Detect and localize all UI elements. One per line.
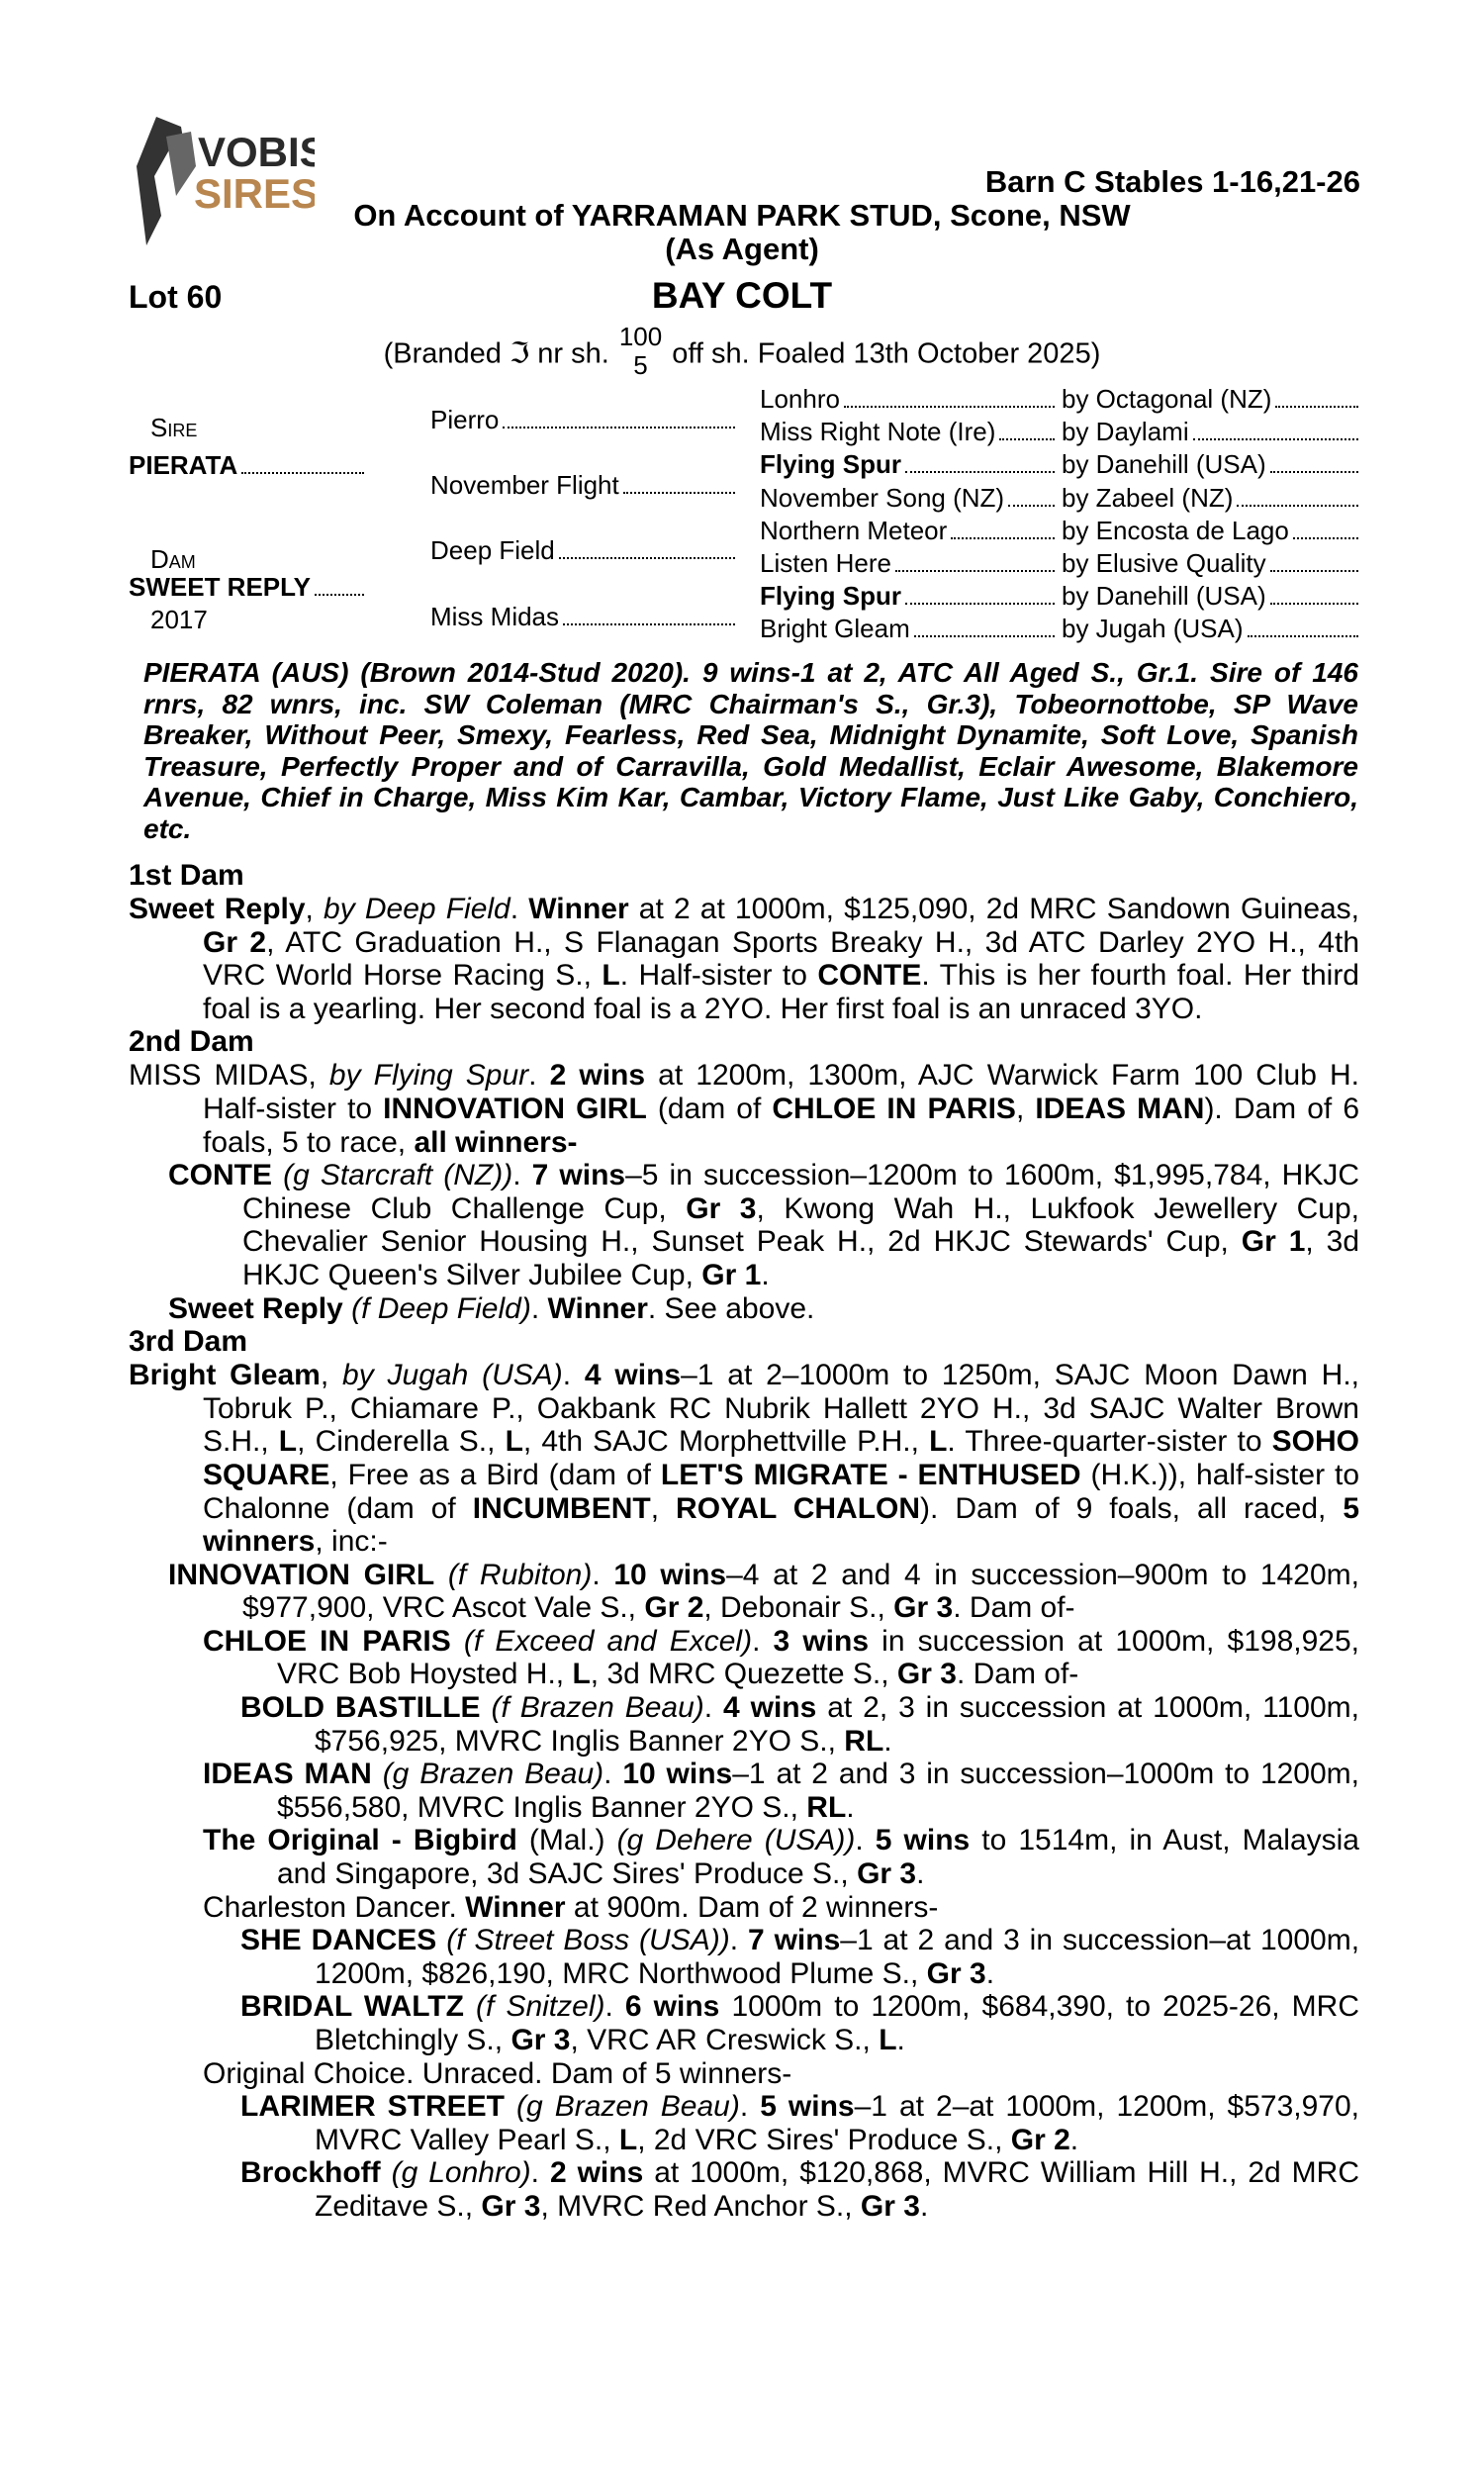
dam-section (129, 1025, 1359, 1325)
entry-text: Gr 3 (860, 2189, 920, 2223)
entry-text: Bright Gleam (129, 1359, 321, 1392)
entry-text: , inc:- (315, 1525, 388, 1559)
catalogue-body (129, 859, 1359, 2224)
great-grandparent-sire (1062, 483, 1360, 514)
pedigree-entry (129, 1625, 1359, 1691)
entry-text: . (729, 1924, 748, 1957)
grandparent (430, 470, 737, 501)
entry-text: (g Lonhro) (391, 2156, 531, 2190)
entry-text: L (278, 1425, 298, 1459)
entry-text: CHLOE IN PARIS (772, 1092, 1016, 1125)
entry-text: The Original - Bigbird (203, 1824, 517, 1857)
entry-text: (H.K.)), half-sister to Chalonne (dam of (203, 1458, 1359, 1525)
entry-text: at 900m. Dam of 2 winners- (565, 1890, 939, 1924)
great-grandparent-text: Bright Gleam (760, 614, 910, 644)
pedigree-entry (129, 1292, 1359, 1326)
entry-text: IDEAS MAN (203, 1758, 372, 1791)
great-grandparent-sire-text: by Jugah (USA) (1062, 614, 1244, 644)
entry-text: . (1069, 2123, 1079, 2156)
entry-text: –1 at 2 and 3 in succession–at 1000m, 1200m, $826,190, MRC Northwood Plume S., (315, 1924, 1360, 1990)
section-heading: 1st Dam (129, 859, 244, 892)
branded-post: off sh. Foaled 13th October 2025) (672, 337, 1101, 370)
great-grandparent-sire-text: by Zabeel (NZ) (1062, 482, 1234, 513)
sire-summary: PIERATA (AUS) (Brown 2014-Stud 2020). 9 wins-1 at 2, ATC All Aged S., Gr.1. Sire of 146 rnrs, 82 wnrs, inc. SW Coleman (MRC Chairman's S., Gr.3), Tobeornottobe, SP Wave Breaker, Without Peer, Smexy, Fearless, Red Sea, Midnight Dynamite, Soft Love, Spanish Treasure, Perfectly Proper and of Carravilla, Gold Medallist, Eclair Awesome, Blakemore Avenue, Chief in Charge, Miss Kim Kar, Cambar, Victory Flame, Just Like Gaby, Conchiero, etc. (143, 657, 1358, 844)
dam-name-text: SWEET REPLY (129, 571, 311, 602)
entry-text (505, 2090, 516, 2123)
entry-text: CONTE (168, 1159, 272, 1192)
entry-text: 4 wins (584, 1359, 682, 1392)
pedigree-entry (129, 1559, 1359, 1625)
lot-title: BAY COLT (651, 275, 833, 316)
entry-text: , (650, 1491, 677, 1525)
entry-text: Winner (528, 893, 629, 925)
entry-text: MISS MIDAS, (129, 1059, 329, 1093)
entry-text: . Three-quarter-sister to (947, 1425, 1272, 1459)
great-grandparent-text: Listen Here (760, 548, 891, 578)
entry-text: . Dam of- (956, 1658, 1079, 1691)
entry-text: Gr 1 (1241, 1225, 1306, 1259)
entry-text: 4 wins (723, 1691, 817, 1725)
entry-text: Gr 3 (510, 2024, 571, 2056)
dotted-leader (914, 635, 1055, 637)
great-grandparent (760, 449, 1057, 480)
entry-text: ). Dam of 6 foals, 5 to race, (203, 1092, 1360, 1159)
brand-glyph: ℑ (510, 337, 530, 370)
entry-text: . This is her fourth foal. Her third foal is a yearling. Her second foal is a 2YO. Her first foal is an unraced 3YO. (203, 959, 1359, 1025)
great-grandparent-text: Flying Spur (760, 581, 901, 612)
great-grandparent-sire (1062, 384, 1360, 415)
great-grandparent-sire-text: by Danehill (USA) (1062, 581, 1266, 612)
entry-text: Gr 1 (701, 1258, 762, 1291)
entry-text: –4 at 2 and 4 in succession–900m to 1420m, $977,900, VRC Ascot Vale S., (242, 1558, 1359, 1625)
logo-line2: SIRES (194, 170, 315, 217)
grandparent (430, 405, 737, 435)
entry-text: Gr 3 (857, 1857, 917, 1891)
great-grandparent (760, 483, 1057, 514)
dotted-leader (623, 492, 735, 494)
entry-text: INCUMBENT (472, 1491, 651, 1525)
great-grandparent-sire-text: by Elusive Quality (1062, 548, 1266, 578)
entry-text (434, 1559, 448, 1591)
entry-text: (f Deep Field) (351, 1291, 531, 1325)
entry-text: RL (844, 1724, 884, 1758)
entry-text: Brockhoff (240, 2156, 381, 2190)
grandparent-text: November Flight (430, 470, 619, 500)
pedigree-entry (129, 2057, 1359, 2091)
sire-label-text: Sire (150, 412, 198, 442)
entry-text: . (528, 1059, 550, 1093)
agent-note: (As Agent) (665, 232, 819, 266)
fraction-bottom: 5 (633, 350, 648, 380)
entry-text: at 1000m, $120,868, MVRC William Hill H., 2d MRC Zeditave S., (315, 2156, 1359, 2223)
entry-text: . (512, 1159, 532, 1192)
dotted-leader (241, 472, 364, 474)
entry-text: . (510, 893, 529, 925)
entry-text: . (883, 1724, 892, 1758)
entry-text: (f Snitzel) (476, 1990, 605, 2024)
entry-text: , Free as a Bird (dam of (329, 1458, 661, 1491)
great-grandparent-sire-text: by Daylami (1062, 417, 1189, 447)
entry-text: by Jugah (USA) (342, 1359, 563, 1392)
great-grandparent-sire (1062, 548, 1360, 579)
entry-text: , Cinderella S., (297, 1425, 506, 1459)
great-grandparent (760, 417, 1057, 447)
entry-text: –1 at 2 and 3 in succession–1000m to 1200m, $556,580, MVRC Inglis Banner 2YO S., (277, 1758, 1360, 1824)
entry-text: 5 winners (203, 1491, 1360, 1559)
entry-text: 7 wins (531, 1159, 626, 1192)
entry-text: 3 wins (773, 1624, 870, 1658)
entry-text: –5 in succession–1200m to 1600m, $1,995,784, HKJC Chinese Club Challenge Cup, (242, 1159, 1360, 1225)
pedigree-entry (129, 1159, 1359, 1291)
dotted-leader (559, 557, 735, 559)
dotted-leader (315, 594, 364, 596)
great-grandparent-sire (1062, 449, 1360, 480)
entry-text: . (703, 1691, 724, 1725)
pedigree-entry (129, 1891, 1359, 1925)
entry-text: BRIDAL WALTZ (240, 1990, 464, 2024)
dam-label (150, 544, 289, 575)
entry-text: , VRC AR Creswick S., (570, 2024, 880, 2056)
pedigree-entry (129, 1924, 1359, 1990)
great-grandparent-sire (1062, 417, 1360, 447)
entry-text: (f Exceed and Excel) (463, 1624, 753, 1658)
dotted-leader (1008, 505, 1055, 507)
dam-year (150, 605, 289, 635)
entry-text (381, 2156, 392, 2189)
entry-text: (f Street Boss (USA)) (446, 1924, 730, 1957)
entry-text: . (846, 1790, 855, 1824)
entry-text: . Dam of- (953, 1591, 1075, 1625)
pedigree-entry (129, 1824, 1359, 1890)
entry-text: . (592, 1558, 614, 1591)
dotted-leader (563, 623, 735, 625)
entry-text: L (602, 959, 620, 993)
entry-text: . (919, 2189, 929, 2223)
entry-text: L (879, 2024, 897, 2056)
dotted-leader (1248, 635, 1358, 637)
sire-name (129, 450, 366, 481)
great-grandparent-text: Miss Right Note (Ire) (760, 417, 996, 447)
great-grandparent (760, 581, 1057, 612)
entry-text: 5 wins (875, 1824, 971, 1857)
dotted-leader (844, 406, 1055, 408)
entry-text: . (985, 1956, 995, 1990)
entry-text: , Debonair S., (703, 1591, 894, 1625)
entry-text: . (530, 1291, 548, 1325)
great-grandparent-sire (1062, 516, 1360, 546)
entry-text (436, 1924, 446, 1956)
grandparent-text: Miss Midas (430, 601, 560, 631)
entry-text (272, 1159, 283, 1191)
entry-text: . (530, 2156, 550, 2190)
entry-text: to 1514m, in Aust, Malaysia and Singapore, 3d SAJC Sires' Produce S., (277, 1824, 1359, 1891)
pedigree-entry (129, 1359, 1359, 1559)
entry-text: (Mal.) (516, 1824, 617, 1857)
great-grandparent-text: Northern Meteor (760, 515, 948, 545)
dotted-leader (999, 438, 1055, 440)
entry-text: , ATC Graduation H., S Flanagan Sports Breaky H., 3d ATC Darley 2YO H., 4th VRC World Horse Racing S., (203, 925, 1360, 993)
great-grandparent (760, 516, 1057, 546)
entry-text: LET'S MIGRATE - ENTHUSED (660, 1458, 1081, 1491)
entry-text: at 2, 3 in succession at 1000m, 1100m, $756,925, MVRC Inglis Banner 2YO S., (315, 1691, 1359, 1758)
great-grandparent-text: Lonhro (760, 384, 840, 414)
pedigree-table (129, 384, 1360, 651)
entry-text: , 3d MRC Quezette S., (590, 1658, 897, 1691)
pedigree-entry (129, 1990, 1359, 2056)
pedigree-entry (129, 1691, 1359, 1758)
great-grandparent-sire-text: by Octagonal (NZ) (1062, 384, 1272, 414)
entry-text: Sweet Reply (168, 1291, 343, 1325)
brand-info (0, 322, 1484, 384)
dotted-leader (1270, 570, 1358, 572)
entry-text: INNOVATION GIRL (168, 1558, 435, 1591)
great-grandparent-sire (1062, 614, 1360, 644)
entry-text: –1 at 2–at 1000m, 1200m, $573,970, MVRC Valley Pearl S., (315, 2090, 1360, 2156)
entry-text (451, 1625, 464, 1658)
entry-text: . (761, 1258, 770, 1291)
entry-text: , Kwong Wah H., Lukfook Jewellery Cup, Chevalier Senior Housing H., Sunset Peak H., 2d HKJC Stewards' Cup, (242, 1191, 1359, 1259)
entry-text: 6 wins (624, 1990, 720, 2024)
entry-text: . (855, 1824, 876, 1857)
section-heading: 2nd Dam (129, 1025, 254, 1059)
grandparent-text: Deep Field (430, 535, 555, 566)
great-grandparent-text: November Song (NZ) (760, 482, 1005, 513)
dotted-leader (1275, 406, 1358, 408)
entry-text: at 2 at 1000m, $125,090, 2d MRC Sandown Guineas, (628, 893, 1360, 925)
dam-name (129, 572, 366, 603)
entry-text: Winner (465, 1890, 566, 1924)
entry-text: . (896, 2024, 905, 2056)
entry-text: 10 wins (622, 1758, 733, 1791)
dotted-leader (951, 537, 1055, 539)
entry-text: Original Choice. Unraced. Dam of 5 winners- (203, 2056, 792, 2090)
entry-text: . See above. (647, 1291, 815, 1325)
entry-text: , (1015, 1092, 1036, 1125)
dotted-leader (503, 427, 735, 428)
logo-line1: VOBIS (198, 129, 315, 175)
pedigree-entry (129, 2090, 1359, 2156)
entry-text: (g Starcraft (NZ)) (283, 1159, 513, 1192)
entry-text: Gr 2 (1010, 2123, 1070, 2156)
barn-location: Barn C Stables 1-16,21-26 (984, 164, 1360, 199)
great-grandparent-sire-text: by Danehill (USA) (1062, 449, 1266, 480)
great-grandparent-text: Flying Spur (760, 449, 901, 480)
entry-text: SOHO SQUARE (203, 1425, 1360, 1491)
entry-text: Gr 3 (926, 1956, 986, 1990)
great-grandparent (760, 614, 1057, 644)
entry-text: (g Brazen Beau) (382, 1758, 604, 1791)
entry-text: (g Dehere (USA)) (616, 1824, 856, 1857)
entry-text: by Deep Field (324, 893, 510, 925)
entry-text: . (752, 1624, 774, 1658)
dotted-leader (1237, 505, 1358, 507)
dam-section (129, 1325, 1359, 2223)
entry-text: 5 wins (760, 2090, 855, 2124)
entry-text: Gr 2 (644, 1591, 704, 1625)
entry-text (372, 1758, 383, 1790)
entry-text: . (916, 1857, 925, 1891)
entry-text: Winner (547, 1291, 648, 1325)
entry-text: , 3d HKJC Queen's Silver Jubilee Cup, (242, 1225, 1359, 1291)
entry-text: IDEAS MAN (1035, 1092, 1205, 1125)
lot-number: Lot 60 (129, 279, 223, 315)
great-grandparent (760, 548, 1057, 579)
entry-text: . (604, 1990, 625, 2024)
entry-text (343, 1292, 351, 1325)
dotted-leader (1270, 603, 1358, 605)
entry-text: Gr 3 (686, 1191, 757, 1225)
great-grandparent-sire (1062, 581, 1360, 612)
fraction-top: 100 (618, 322, 663, 351)
branded-pre: (Branded (383, 337, 502, 370)
pedigree-entry (129, 1059, 1359, 1159)
entry-text: at 1200m, 1300m, AJC Warwick Farm 100 Club H. Half-sister to (203, 1059, 1360, 1125)
entry-text: SHE DANCES (240, 1924, 437, 1957)
vendor-account: On Account of YARRAMAN PARK STUD, Scone, NSW (353, 198, 1131, 233)
dotted-leader (1293, 537, 1358, 539)
dam-year-text: 2017 (150, 605, 208, 635)
entry-text: by Flying Spur (328, 1059, 529, 1093)
entry-text: CHLOE IN PARIS (203, 1624, 451, 1658)
brand-fraction (619, 323, 662, 380)
entry-text: . (739, 2090, 761, 2124)
pedigree-entry (129, 893, 1359, 1025)
grandparent (430, 535, 737, 566)
dotted-leader (905, 603, 1055, 605)
branded-mid: nr sh. (537, 337, 609, 370)
entry-text: , (305, 893, 325, 925)
entry-text (481, 1691, 492, 1724)
entry-text: (f Rubiton) (447, 1558, 593, 1591)
entry-text: all winners- (414, 1125, 578, 1159)
entry-text: L (572, 1658, 591, 1691)
entry-text: 2 wins (549, 2156, 644, 2190)
dam-label-text: Dam (150, 543, 196, 574)
entry-text (464, 1990, 476, 2023)
sire-name-text: PIERATA (129, 450, 238, 481)
entry-text: , MVRC Red Anchor S., (540, 2189, 861, 2223)
entry-text: LARIMER STREET (240, 2090, 506, 2124)
entry-text: Gr 3 (481, 2189, 541, 2223)
pedigree-entry (129, 2156, 1359, 2223)
entry-text: Gr 3 (893, 1591, 954, 1625)
grandparent-text: Pierro (430, 404, 500, 434)
entry-text: 1000m to 1200m, $684,390, to 2025-26, MRC Bletchingly S., (315, 1990, 1359, 2056)
entry-text: ROYAL CHALON (676, 1491, 921, 1525)
entry-text: L (505, 1425, 523, 1459)
dotted-leader (1270, 471, 1358, 473)
grandparent (430, 602, 737, 632)
entry-text: CONTE (817, 959, 922, 993)
entry-text: Sweet Reply (129, 893, 306, 925)
entry-text: BOLD BASTILLE (240, 1691, 481, 1725)
entry-text: ). Dam of 9 foals, all raced, (920, 1491, 1344, 1525)
section-heading: 3rd Dam (129, 1325, 248, 1359)
entry-text: (g Brazen Beau) (516, 2090, 740, 2124)
dotted-leader (905, 471, 1055, 473)
entry-text: Gr 2 (203, 925, 267, 959)
great-grandparent (760, 384, 1057, 415)
entry-text: –1 at 2–1000m to 1250m, SAJC Moon Dawn H., Tobruk P., Chiamare P., Oakbank RC Nubrik Hallett 2YO H., 3d SAJC Walter Brown S.H., (203, 1359, 1359, 1459)
entry-text: in succession at 1000m, $198,925, VRC Bob Hoysted H., (277, 1624, 1359, 1691)
entry-text: 7 wins (747, 1924, 841, 1957)
entry-text: INNOVATION GIRL (383, 1092, 647, 1125)
entry-text: , 2d VRC Sires' Produce S., (637, 2123, 1011, 2156)
great-grandparent-sire-text: by Encosta de Lago (1062, 515, 1289, 545)
dotted-leader (895, 570, 1055, 572)
entry-text: . Half-sister to (619, 959, 818, 993)
pedigree-entry (129, 1758, 1359, 1824)
entry-text: L (929, 1425, 948, 1459)
entry-text: Gr 3 (896, 1658, 957, 1691)
entry-text: . (603, 1758, 623, 1791)
entry-text: , (320, 1359, 343, 1392)
entry-text: L (618, 2123, 638, 2156)
dotted-leader (1193, 438, 1358, 440)
entry-text: 2 wins (549, 1059, 646, 1093)
entry-text: , 4th SAJC Morphettville P.H., (522, 1425, 930, 1459)
dam-section (129, 859, 1359, 1025)
entry-text: (dam of (646, 1092, 773, 1125)
entry-text: RL (806, 1790, 847, 1824)
entry-text: Charleston Dancer. (203, 1890, 466, 1924)
entry-text: (f Brazen Beau) (491, 1691, 704, 1725)
entry-text: . (562, 1359, 585, 1392)
sire-label (150, 413, 289, 443)
entry-text: 10 wins (613, 1558, 727, 1591)
